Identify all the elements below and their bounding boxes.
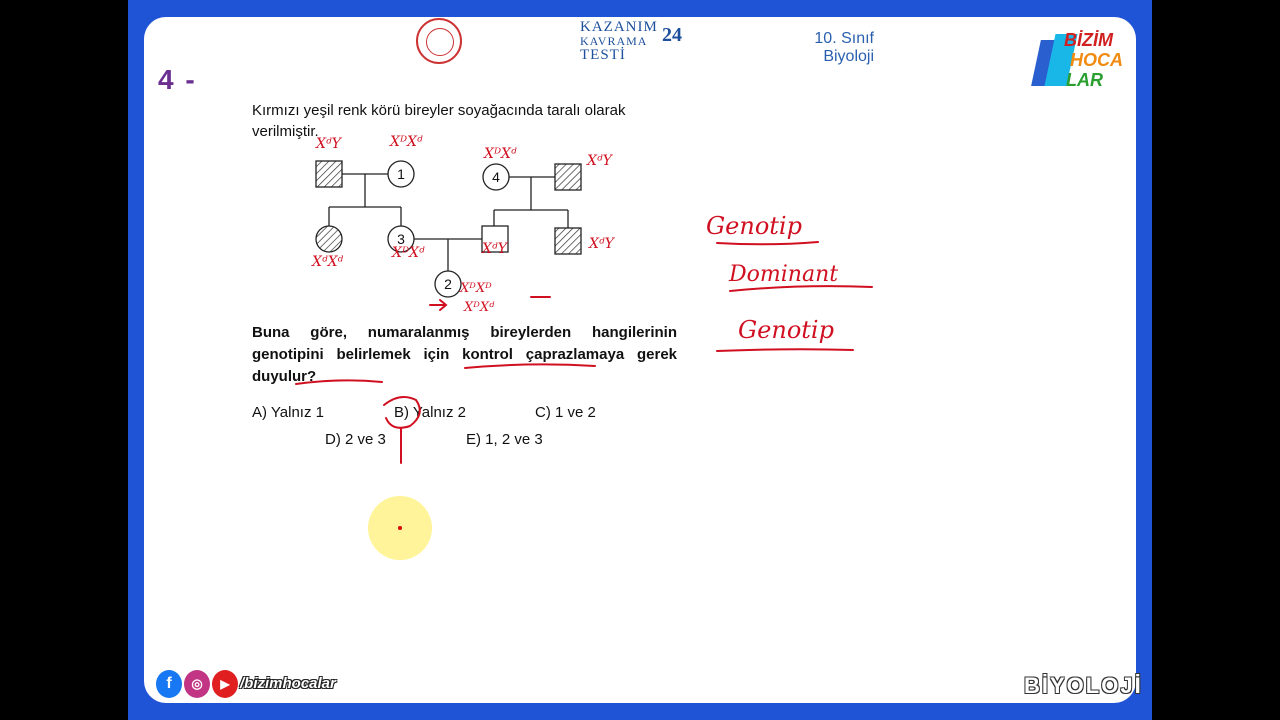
test-logo-line: KAZANIM bbox=[580, 19, 658, 35]
genotype-note: XᴰXᵈ bbox=[484, 146, 517, 162]
handwritten-word: Dominant bbox=[729, 262, 839, 287]
brand-word: BİZİM bbox=[1064, 30, 1113, 50]
option-c[interactable]: C) 1 ve 2 bbox=[535, 404, 596, 421]
social-handle[interactable]: /bizimhocalar bbox=[240, 675, 336, 692]
pedigree-male-affected bbox=[316, 161, 342, 187]
option-d[interactable]: D) 2 ve 3 bbox=[325, 431, 386, 448]
test-logo bbox=[580, 20, 690, 62]
option-b[interactable]: B) Yalnız 2 bbox=[394, 404, 466, 421]
test-logo-number: 24 bbox=[662, 24, 682, 46]
question-prompt: Buna göre, numaralanmış bireylerden hangilerinin genotipini belirlemek için kontrol çaprazlamaya gerek duyulur? bbox=[252, 324, 677, 385]
pedigree-male-affected bbox=[555, 164, 581, 190]
grade-label: 10. Sınıf bbox=[814, 30, 874, 47]
question-intro: Kırmızı yeşil renk körü bireyler soyağacında taralı olarak verilmiştir. bbox=[252, 102, 626, 140]
question-number: 4 - bbox=[158, 64, 197, 95]
cursor-highlight bbox=[368, 496, 432, 560]
pedigree-label: 3 bbox=[397, 231, 405, 247]
pedigree-female-affected bbox=[316, 226, 342, 252]
genotype-note: XᵈXᵈ bbox=[312, 254, 344, 270]
handwritten-word: Genotip bbox=[738, 316, 834, 344]
genotype-note: XᵈY bbox=[316, 136, 341, 152]
test-logo-line: KAVRAMA bbox=[580, 34, 648, 48]
facebook-icon[interactable]: f bbox=[156, 670, 182, 698]
subject-label: Biyoloji bbox=[823, 48, 874, 65]
ministry-emblem-icon bbox=[416, 18, 462, 64]
genotype-note: XᵈY bbox=[589, 236, 614, 252]
genotype-note: XᴰXᵈ bbox=[464, 300, 495, 315]
youtube-icon[interactable]: ▶ bbox=[212, 670, 238, 698]
instagram-icon[interactable]: ◎ bbox=[184, 670, 210, 698]
genotype-note: XᴰXᵈ bbox=[392, 245, 425, 261]
genotype-note: XᴰXᴰ bbox=[460, 281, 492, 296]
brand-logo bbox=[1036, 30, 1126, 96]
option-e[interactable]: E) 1, 2 ve 3 bbox=[466, 431, 543, 448]
pedigree-label: 2 bbox=[444, 276, 452, 292]
grade-subject bbox=[794, 30, 874, 66]
option-a[interactable]: A) Yalnız 1 bbox=[252, 404, 324, 421]
pedigree-male-affected bbox=[555, 228, 581, 254]
handwritten-word: Genotip bbox=[706, 212, 802, 240]
pedigree-label: 4 bbox=[492, 169, 500, 185]
brand-word: LAR bbox=[1066, 70, 1103, 90]
pedigree-label: 1 bbox=[397, 166, 405, 182]
genotype-note: XᴰXᵈ bbox=[390, 134, 423, 150]
test-logo-line: TESTİ bbox=[580, 47, 626, 63]
footer-brand: BİYOLOJİ bbox=[1024, 673, 1143, 698]
genotype-note: XᵈY bbox=[482, 241, 507, 257]
brand-word: HOCA bbox=[1070, 50, 1123, 70]
genotype-note: XᵈY bbox=[587, 153, 612, 169]
